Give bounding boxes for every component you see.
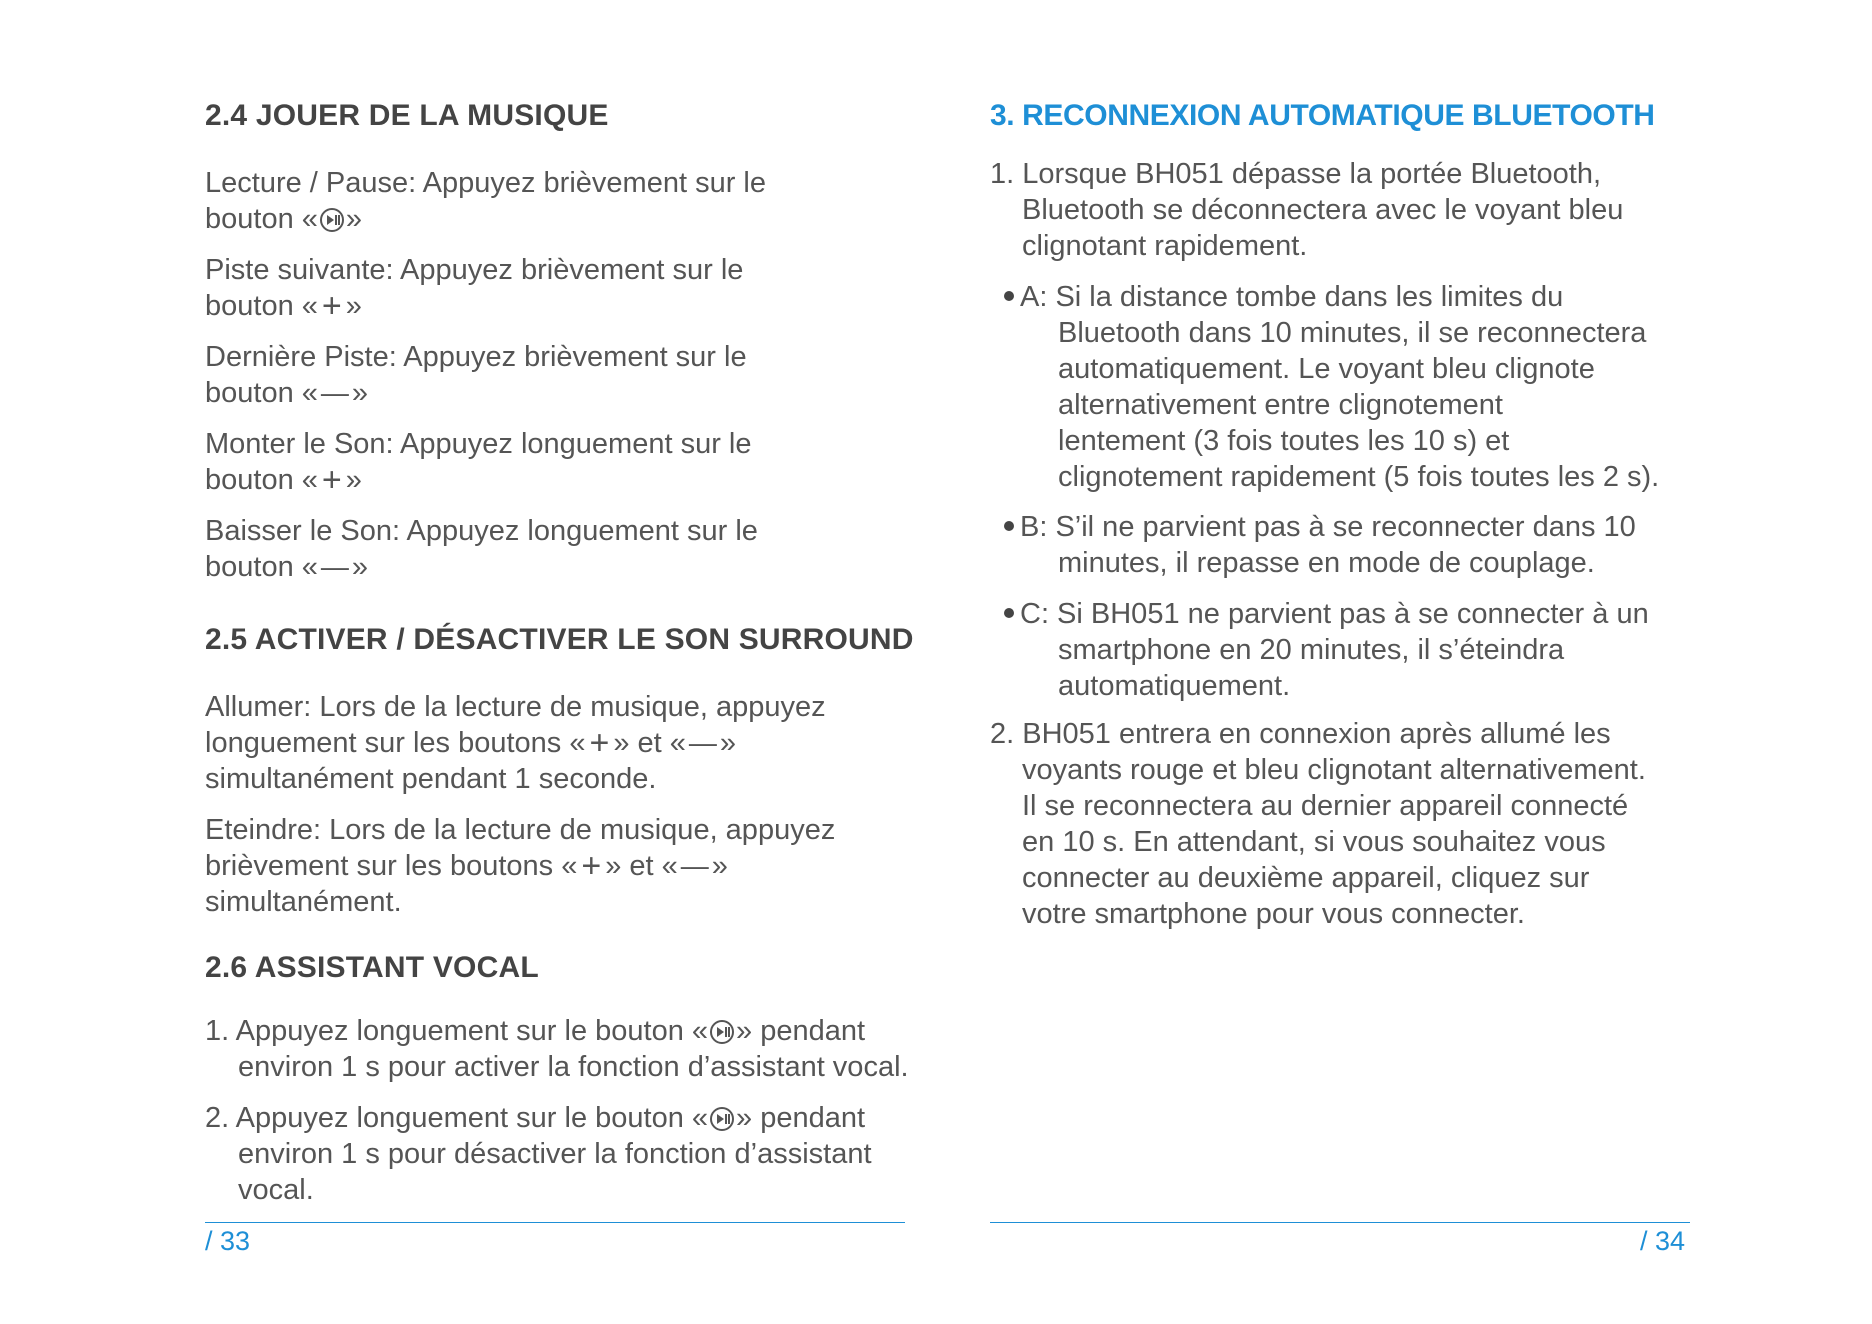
item-text: » — [351, 551, 369, 583]
item-text: Baisser le Son: Appuyez longuement sur le — [205, 515, 758, 547]
item-text: Dernière Piste: Appuyez brièvement sur le — [205, 341, 747, 373]
bullet-text: A: Si la distance tombe dans les limites du — [1020, 281, 1564, 313]
paragraph-text: » et « — [605, 850, 678, 882]
list-line: connecter au deuxième appareil, cliquez sur — [1022, 862, 1590, 894]
list-line: environ 1 s pour activer la fonction d’assistant vocal. — [238, 1051, 909, 1083]
bullet-a — [1004, 279, 1659, 495]
list-line: voyants rouge et bleu clignotant alternativement. — [1022, 754, 1646, 786]
bullet-text: C: Si BH051 ne parvient pas à se connecter à un — [1020, 598, 1649, 630]
paragraph-line: simultanément. — [205, 886, 402, 918]
bullet-dot-icon — [1004, 521, 1014, 531]
bullet-dot-icon — [1004, 291, 1014, 301]
bullet-line: automatiquement. — [1058, 670, 1291, 702]
item-text: bouton « — [205, 464, 318, 496]
item-text: » — [345, 203, 363, 235]
bullet-dot-icon — [1004, 608, 1014, 618]
right-page — [936, 0, 1872, 1324]
bullet-line: minutes, il repasse en mode de couplage. — [1058, 547, 1595, 579]
plus-icon: + — [321, 287, 342, 325]
section-title-3: 3. RECONNEXION AUTOMATIQUE BLUETOOTH — [990, 99, 1655, 132]
list-line: vocal. — [238, 1174, 314, 1206]
list-line: votre smartphone pour vous connecter. — [1022, 898, 1525, 930]
bullet-line: automatiquement. Le voyant bleu clignote — [1058, 353, 1595, 385]
bullet-line: smartphone en 20 minutes, il s’éteindra — [1058, 634, 1565, 666]
plus-icon: + — [321, 461, 342, 499]
voice-assistant-item-1 — [205, 1013, 909, 1085]
paragraph-text: » et « — [613, 727, 686, 759]
list-text: » pendant — [736, 1015, 866, 1047]
minus-icon: — — [680, 850, 709, 881]
page-number: / 33 — [205, 1226, 251, 1256]
paragraph-line: Eteindre: Lors de la lecture de musique, appuyez — [205, 814, 836, 846]
list-line: en 10 s. En attendant, si vous souhaitez vous — [1022, 826, 1606, 858]
reconnect-item-2 — [990, 716, 1646, 932]
reconnect-item-1 — [990, 156, 1623, 264]
item-previous-track — [205, 339, 747, 411]
item-text: bouton « — [205, 290, 318, 322]
bullet-line: lentement (3 fois toutes les 10 s) et — [1058, 425, 1510, 457]
footer-divider — [990, 1222, 1690, 1223]
list-text: 1. Appuyez longuement sur le bouton « — [205, 1015, 709, 1047]
item-text: » — [345, 290, 362, 322]
item-next-track — [205, 252, 743, 324]
item-text: Piste suivante: Appuyez brièvement sur le — [205, 254, 744, 286]
bullet-line: Bluetooth dans 10 minutes, il se reconnectera — [1058, 317, 1647, 349]
minus-icon: — — [320, 377, 349, 408]
list-line: environ 1 s pour désactiver la fonction d’assistant — [238, 1138, 872, 1170]
minus-icon: — — [320, 551, 349, 582]
paragraph-text: brièvement sur les boutons « — [205, 850, 578, 882]
bullet-c — [1004, 596, 1649, 704]
paragraph-line: Allumer: Lors de la lecture de musique, appuyez — [205, 691, 826, 723]
item-text: Lecture / Pause: Appuyez brièvement sur le — [205, 167, 766, 199]
list-line: clignotant rapidement. — [1022, 230, 1308, 262]
section-title-2-5: 2.5 ACTIVER / DÉSACTIVER LE SON SURROUND — [205, 623, 914, 656]
item-text: » — [351, 377, 369, 409]
voice-assistant-item-2 — [205, 1100, 872, 1208]
list-line: 2. BH051 entrera en connexion après allumé les — [990, 718, 1611, 750]
item-volume-up — [205, 426, 752, 498]
item-text: bouton « — [205, 203, 318, 235]
item-text: bouton « — [205, 377, 318, 409]
section-title-2-6: 2.6 ASSISTANT VOCAL — [205, 951, 539, 984]
plus-icon: + — [589, 724, 610, 762]
list-line: 1. Lorsque BH051 dépasse la portée Bluetooth, — [990, 158, 1602, 190]
footer-divider — [205, 1222, 905, 1223]
paragraph-text: » — [719, 727, 737, 759]
play-pause-icon — [710, 1020, 734, 1044]
item-volume-down — [205, 513, 758, 585]
list-line: Il se reconnectera au dernier appareil connecté — [1022, 790, 1629, 822]
list-text: » pendant — [736, 1102, 866, 1134]
bullet-line: clignotement rapidement (5 fois toutes les 2 s). — [1058, 461, 1660, 493]
page-number: / 34 — [1640, 1226, 1686, 1256]
list-line: Bluetooth se déconnectera avec le voyant bleu — [1022, 194, 1624, 226]
minus-icon: — — [688, 727, 717, 758]
item-text: » — [345, 464, 362, 496]
surround-off-paragraph — [205, 812, 835, 920]
item-text: Monter le Son: Appuyez longuement sur le — [205, 428, 752, 460]
surround-on-paragraph — [205, 689, 826, 797]
section-title-2-4: 2.4 JOUER DE LA MUSIQUE — [205, 99, 609, 132]
paragraph-text: » — [711, 850, 728, 882]
play-pause-icon — [710, 1107, 734, 1131]
plus-icon: + — [581, 847, 602, 885]
paragraph-line: simultanément pendant 1 seconde. — [205, 763, 657, 795]
bullet-text: B: S’il ne parvient pas à se reconnecter dans 10 — [1020, 511, 1636, 543]
list-text: 2. Appuyez longuement sur le bouton « — [205, 1102, 709, 1134]
bullet-line: alternativement entre clignotement — [1058, 389, 1503, 421]
item-text: bouton « — [205, 551, 318, 583]
paragraph-text: longuement sur les boutons « — [205, 727, 586, 759]
item-play-pause — [205, 165, 766, 237]
bullet-b — [1004, 509, 1636, 581]
play-pause-icon — [320, 208, 344, 232]
